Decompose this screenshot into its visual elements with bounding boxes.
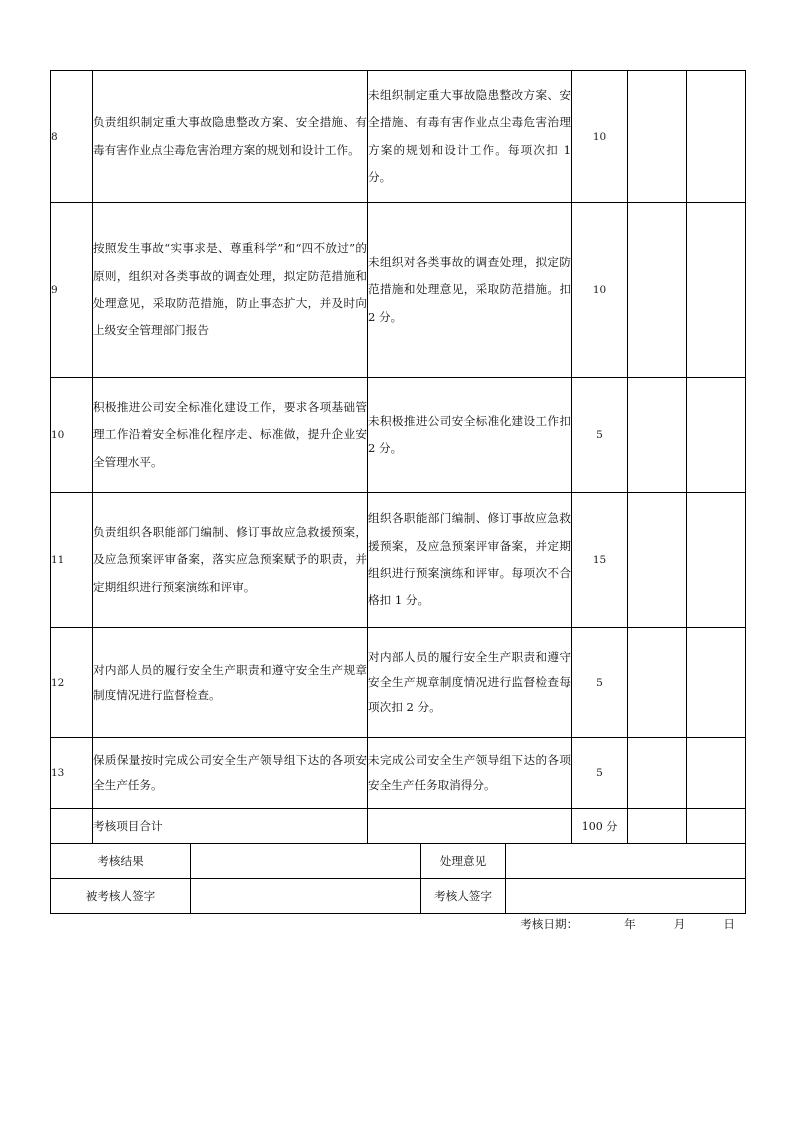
row-standard-text: 组织各职能部门编制、修订事故应急救援预案，及应急预案评审备案，并定期组织进行预案演练和评审。每项次不合格扣 1 分。 xyxy=(368,493,572,628)
total-self-score[interactable] xyxy=(628,809,687,844)
row-number: 12 xyxy=(51,628,93,738)
row-standard-score: 10 xyxy=(572,203,628,378)
assessor-sign-label: 考核人签字 xyxy=(421,879,506,914)
opinion-value[interactable] xyxy=(506,844,746,879)
row-self-score[interactable] xyxy=(628,738,687,809)
month-unit-label: 月 xyxy=(673,917,686,931)
row-final-score[interactable] xyxy=(687,71,746,203)
row-duty-text: 负责组织制定重大事故隐患整改方案、安全措施、有毒有害作业点尘毒危害治理方案的规划和设计工作。 xyxy=(93,71,368,203)
day-unit-label: 日 xyxy=(723,917,735,931)
table-row xyxy=(51,203,746,378)
row-number: 11 xyxy=(51,493,93,628)
row-final-score[interactable] xyxy=(687,628,746,738)
table-row xyxy=(51,378,746,493)
opinion-label: 处理意见 xyxy=(421,844,506,879)
row-duty-text: 对内部人员的履行安全生产职责和遵守安全生产规章制度情况进行监督检查。 xyxy=(93,628,368,738)
table-row xyxy=(51,628,746,738)
row-number: 9 xyxy=(51,203,93,378)
table-row xyxy=(51,71,746,203)
row-standard-score: 15 xyxy=(572,493,628,628)
row-standard-text: 未积极推进公司安全标准化建设工作扣 2 分。 xyxy=(368,378,572,493)
total-row-spacer xyxy=(51,809,93,844)
row-standard-score: 5 xyxy=(572,738,628,809)
summary-row-signatures xyxy=(51,879,746,914)
row-duty-text: 积极推进公司安全标准化建设工作，要求各项基础管理工作沿着安全标准化程序走、标准做，提升企业安全管理水平。 xyxy=(93,378,368,493)
total-standard xyxy=(368,809,572,844)
row-self-score[interactable] xyxy=(628,493,687,628)
row-duty-text: 保质保量按时完成公司安全生产领导组下达的各项安全生产任务。 xyxy=(93,738,368,809)
result-value[interactable] xyxy=(191,844,421,879)
assessment-date-label: 考核日期： xyxy=(520,917,579,931)
total-final-score[interactable] xyxy=(687,809,746,844)
row-number: 13 xyxy=(51,738,93,809)
row-number: 8 xyxy=(51,71,93,203)
year-unit-label: 年 xyxy=(624,917,636,931)
row-final-score[interactable] xyxy=(687,203,746,378)
assessment-table xyxy=(50,70,746,844)
summary-row-result xyxy=(51,844,746,879)
row-self-score[interactable] xyxy=(628,628,687,738)
table-row xyxy=(51,493,746,628)
row-final-score[interactable] xyxy=(687,493,746,628)
row-standard-text: 未组织对各类事故的调查处理，拟定防范措施和处理意见，采取防范措施。扣 2 分。 xyxy=(368,203,572,378)
row-standard-text: 未完成公司安全生产领导组下达的各项安全生产任务取消得分。 xyxy=(368,738,572,809)
assessed-sign-value[interactable] xyxy=(191,879,421,914)
row-standard-score: 5 xyxy=(572,628,628,738)
total-label: 考核项目合计 xyxy=(93,809,368,844)
assessor-sign-value[interactable] xyxy=(506,879,746,914)
row-duty-text: 按照发生事故“实事求是、尊重科学”和“四不放过”的原则，组织对各类事故的调查处理，拟定防范措施和处理意见，采取防范措施，防止事态扩大，并及时向上级安全管理部门报告 xyxy=(93,203,368,378)
row-standard-score: 10 xyxy=(572,71,628,203)
row-final-score[interactable] xyxy=(687,378,746,493)
row-standard-text: 对内部人员的履行安全生产职责和遵守安全生产规章制度情况进行监督检查每项次扣 2 分。 xyxy=(368,628,572,738)
row-duty-text: 负责组织各职能部门编制、修订事故应急救援预案，及应急预案评审备案，落实应急预案赋予的职责，并定期组织进行预案演练和评审。 xyxy=(93,493,368,628)
row-number: 10 xyxy=(51,378,93,493)
summary-table xyxy=(50,843,746,914)
row-self-score[interactable] xyxy=(628,71,687,203)
result-label: 考核结果 xyxy=(51,844,191,879)
row-self-score[interactable] xyxy=(628,203,687,378)
total-row xyxy=(51,809,746,844)
row-standard-score: 5 xyxy=(572,378,628,493)
assessment-date-line xyxy=(50,916,745,932)
assessed-sign-label: 被考核人签字 xyxy=(51,879,191,914)
row-self-score[interactable] xyxy=(628,378,687,493)
row-standard-text: 未组织制定重大事故隐患整改方案、安全措施、有毒有害作业点尘毒危害治理方案的规划和设计工作。每项次扣 1 分。 xyxy=(368,71,572,203)
table-row xyxy=(51,738,746,809)
row-final-score[interactable] xyxy=(687,738,746,809)
total-score: 100 分 xyxy=(572,809,628,844)
